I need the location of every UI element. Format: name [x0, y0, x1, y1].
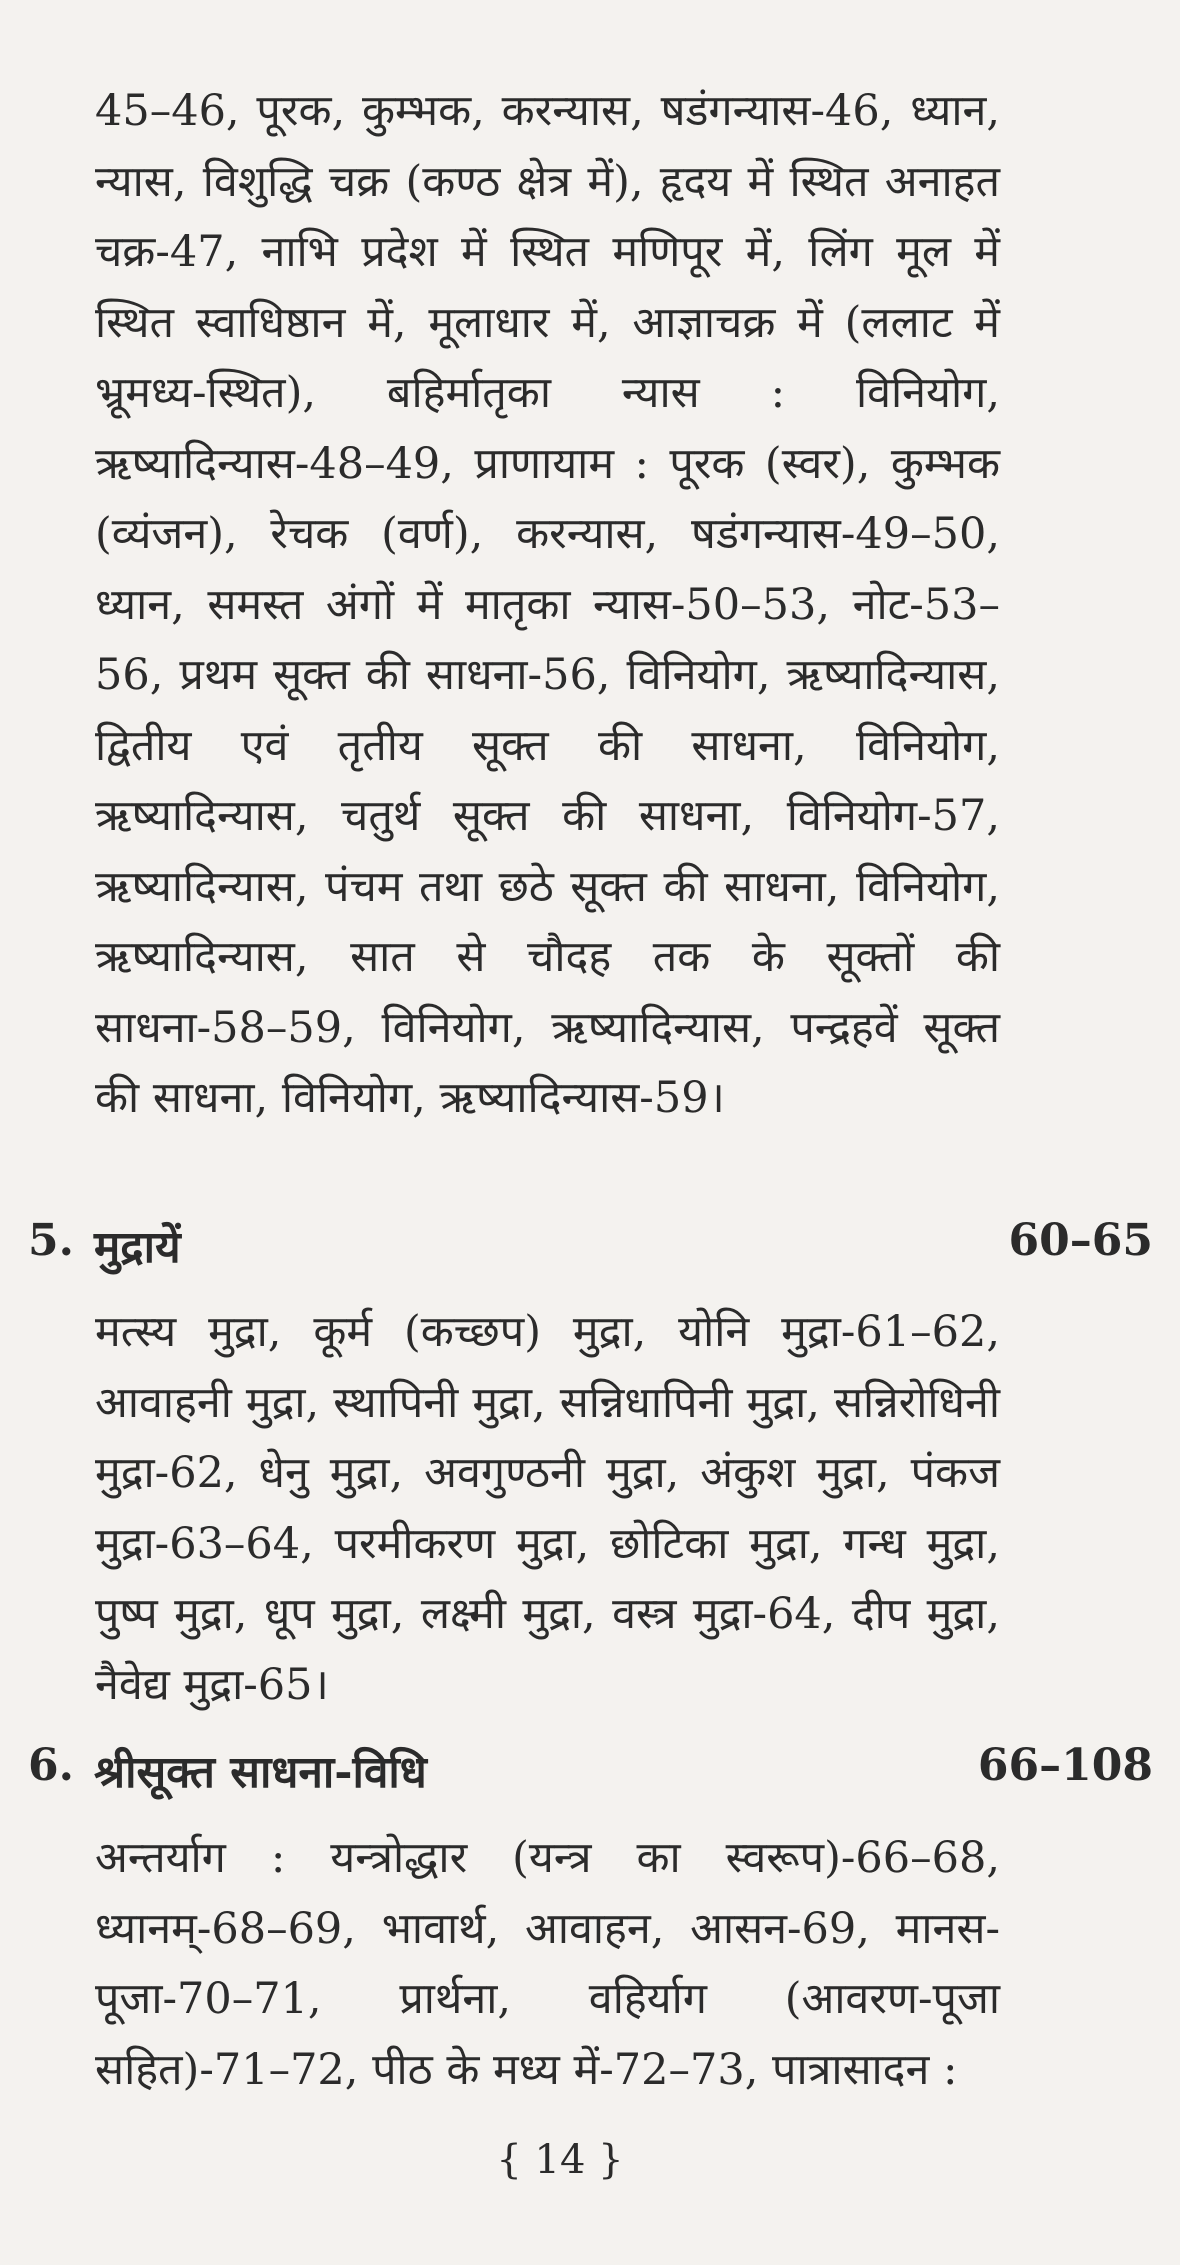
section-page-range: 66–108 — [977, 1740, 1153, 1791]
section-page-range: 60–65 — [1008, 1215, 1153, 1266]
section-title: श्रीसूक्त साधना-विधि — [94, 1747, 427, 1798]
section-heading-6 — [28, 1740, 1153, 1804]
section-heading-5 — [28, 1215, 1153, 1279]
contents-paragraph-section-6: अन्तर्याग : यन्त्रोद्धार (यन्त्र का स्वरूप)-66–68, ध्यानम्-68–69, भावार्थ, आवाहन, आसन-69, मानस-पूजा-70–71, प्रार्थना, वहिर्याग (आवरण-पूजा सहित)-71–72, पीठ के मध्य में-72–73, पात्रासादन : — [95, 1833, 1000, 2095]
section-number: 6. — [28, 1740, 74, 1791]
page-number: { 14 } — [496, 2137, 624, 2183]
contents-paragraph-section-5: मत्स्य मुद्रा, कूर्म (कच्छप) मुद्रा, योनि मुद्रा-61–62, आवाहनी मुद्रा, स्थापिनी मुद्रा, सन्निधापिनी मुद्रा, सन्निरोधिनी मुद्रा-62, धेनु मुद्रा, अवगुण्ठनी मुद्रा, अंकुश मुद्रा, पंकज मुद्रा-63–64, परमीकरण मुद्रा, छोटिका मुद्रा, गन्ध मुद्रा, पुष्प मुद्रा, धूप मुद्रा, लक्ष्मी मुद्रा, वस्त्र मुद्रा-64, दीप मुद्रा, नैवेद्य मुद्रा-65। — [95, 1307, 1000, 1710]
contents-paragraph-section-4: 45–46, पूरक, कुम्भक, करन्यास, षडंगन्यास-46, ध्यान, न्यास, विशुद्धि चक्र (कण्ठ क्षेत्र में), हृदय में स्थित अनाहत चक्र-47, नाभि प्रदेश में स्थित मणिपूर में, लिंग मूल में स्थित स्वाधिष्ठान में, मूलाधार में, आज्ञाचक्र में (ललाट में भ्रूमध्य-स्थित), बहिर्मातृका न्यास : विनियोग, ऋष्यादिन्यास-48–49, प्राणायाम : पूरक (स्वर), कुम्भक (व्यंजन), रेचक (वर्ण), करन्यास, षडंगन्यास-49–50, ध्यान, समस्त अंगों में मातृका न्यास-50–53, नोट-53–56, प्रथम सूक्त की साधना-56, विनियोग, ऋष्यादिन्यास, द्वितीय एवं तृतीय सूक्त की साधना, विनियोग, ऋष्यादिन्यास, चतुर्थ सूक्त की साधना, विनियोग-57, ऋष्यादिन्यास, पंचम तथा छठे सूक्त की साधना, विनियोग, ऋष्यादिन्यास, सात से चौदह तक के सूक्तों की साधना-58–59, विनियोग, ऋष्यादिन्यास, पन्द्रहवें सूक्त की साधना, विनियोग, ऋष्यादिन्यास-59। — [95, 86, 1000, 1123]
section-title: मुद्रायें — [94, 1222, 181, 1273]
section-number: 5. — [28, 1215, 74, 1266]
